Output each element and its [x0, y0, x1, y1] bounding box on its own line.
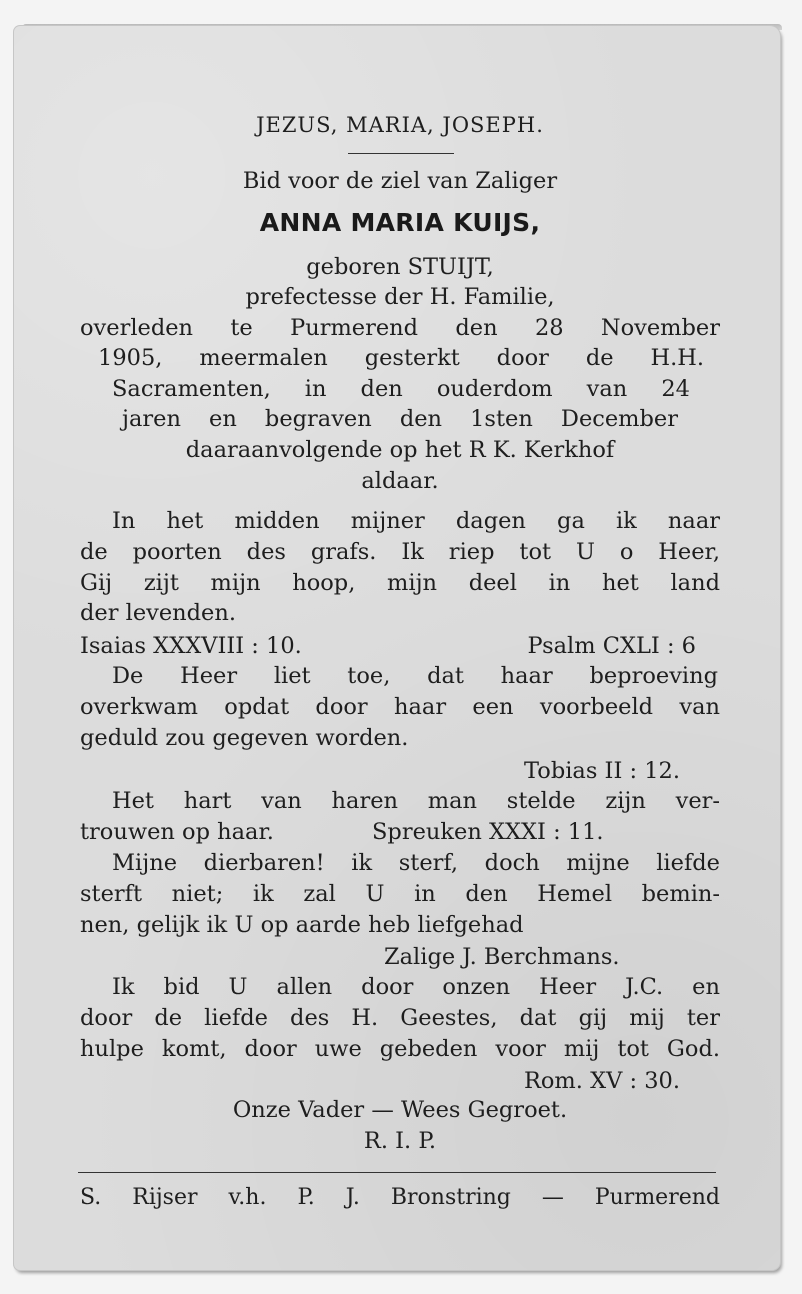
detail-line: 1905, meermalen gesterkt door de H.H.	[98, 345, 704, 371]
quote-line: geduld zou gegeven worden.	[80, 725, 409, 751]
header-invocation: JEZUS, MARIA, JOSEPH.	[256, 113, 544, 137]
quote-line: der levenden.	[80, 600, 237, 626]
reference-isaias: Isaias XXXVIII : 10.	[80, 633, 302, 659]
detail-line: geboren STUIJT,	[306, 254, 494, 280]
detail-line: daaraanvolgende op het R K. Kerkhof	[185, 437, 615, 463]
detail-line: jaren en begraven den 1sten December	[122, 406, 678, 432]
detail-line: overleden te Purmerend den 28 November	[80, 315, 720, 341]
quote-line: Mijne dierbaren! ik sterf, doch mijne liefde	[112, 850, 720, 876]
quote-line: door de liefde des H. Geestes, dat gij mij ter	[80, 1005, 720, 1031]
rip-line: R. I. P.	[363, 1128, 437, 1154]
quote-line: hulpe komt, door uwe gebeden voor mij tot God.	[80, 1036, 720, 1062]
quote-line: In het midden mijner dagen ga ik naar	[112, 508, 720, 534]
reference-berchmans: Zalige J. Berchmans.	[384, 944, 620, 970]
reference-psalm: Psalm CXLI : 6	[527, 633, 696, 659]
long-divider	[78, 1172, 716, 1173]
quote-line: Gij zijt mijn hoop, mijn deel in het land	[80, 570, 720, 596]
quote-line: Ik bid U allen door onzen Heer J.C. en	[112, 974, 720, 1000]
reference-spreuken: Spreuken XXXI : 11.	[372, 819, 604, 845]
deceased-name: ANNA MARIA KUIJS,	[259, 208, 541, 237]
reference-tobias: Tobias II : 12.	[524, 758, 680, 784]
quote-line: trouwen op haar.	[80, 819, 274, 845]
intro-line: Bid voor de ziel van Zaliger	[242, 168, 558, 194]
short-divider	[348, 153, 454, 154]
quote-line: sterft niet; ik zal U in den Hemel bemin-	[80, 881, 720, 907]
quote-line: nen, gelijk ik U op aarde heb liefgehad	[80, 912, 524, 938]
quote-line: de poorten des grafs. Ik riep tot U o Heer,	[80, 539, 720, 565]
detail-line: aldaar.	[361, 468, 439, 494]
quote-line: overkwam opdat door haar een voorbeeld van	[80, 694, 720, 720]
detail-line: Sacramenten, in den ouderdom van 24	[112, 376, 690, 402]
printer-line: S. Rijser v.h. P. J. Bronstring — Purmerend	[80, 1185, 720, 1210]
quote-line: Het hart van haren man stelde zijn ver-	[112, 788, 720, 814]
detail-line: prefectesse der H. Familie,	[245, 284, 555, 310]
quote-line: De Heer liet toe, dat haar beproeving	[112, 663, 718, 689]
reference-romans: Rom. XV : 30.	[523, 1068, 680, 1094]
prayer-line: Onze Vader — Wees Gegroet.	[232, 1097, 568, 1123]
